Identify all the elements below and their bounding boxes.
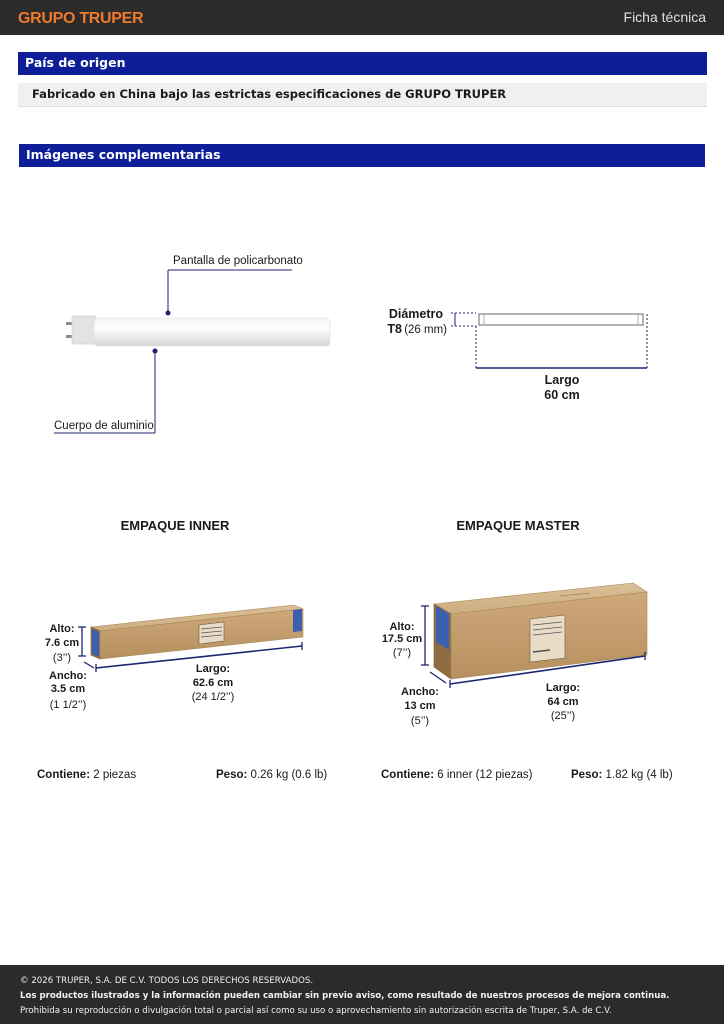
inner-length-cm: 62.6 cm — [192, 677, 234, 689]
images-section-header: Imágenes complementarias — [19, 144, 705, 167]
master-weight — [571, 769, 673, 781]
led-tube-illustration — [54, 270, 330, 433]
master-height-label: Alto: — [389, 621, 415, 633]
label-diameter-mm: (26 mm) — [404, 324, 447, 336]
master-length-label: Largo: — [545, 682, 581, 694]
master-weight-value: 1.82 kg (4 lb) — [605, 769, 673, 781]
master-contents — [381, 769, 532, 781]
tube-dimension-schematic — [451, 313, 647, 370]
master-weight-label: Peso: — [571, 769, 603, 781]
master-length-in: (25’’) — [550, 710, 576, 722]
master-contents-value: 6 inner (12 piezas) — [437, 769, 533, 781]
origin-section-header: País de origen — [18, 52, 707, 75]
inner-width-in: (1 1/2’’) — [49, 699, 87, 711]
inner-contents — [37, 769, 136, 781]
label-diameter-title: Diámetro — [388, 307, 443, 321]
master-width-cm: 13 cm — [404, 700, 436, 712]
inner-length-label: Largo: — [195, 663, 231, 675]
label-diameter-size: T8 — [387, 322, 402, 336]
inner-width-label: Ancho: — [49, 670, 87, 682]
footer-copyright: © 2026 TRUPER, S.A. DE C.V. TODOS LOS DERECHOS RESERVADOS. — [20, 976, 314, 986]
origin-text: Fabricado en China bajo las estrictas especificaciones de GRUPO TRUPER — [18, 83, 707, 107]
document-type-label: Ficha técnica — [623, 9, 706, 25]
label-aluminum-body: Cuerpo de aluminio — [54, 420, 154, 432]
inner-contents-label: Contiene: — [37, 769, 91, 781]
master-height-in: (7’’) — [392, 647, 412, 659]
footer-notice: Los productos ilustrados y la información pueden cambiar sin previo aviso, como resultado de nuestros procesos de mejora continua. — [20, 991, 670, 1001]
master-package-title: EMPAQUE MASTER — [456, 518, 580, 533]
master-contents-label: Contiene: — [381, 769, 435, 781]
inner-height-label: Alto: — [49, 623, 75, 635]
inner-height-cm: 7.6 cm — [44, 637, 80, 649]
inner-contents-value: 2 piezas — [93, 769, 137, 781]
inner-weight-label: Peso: — [216, 769, 248, 781]
master-length-cm: 64 cm — [547, 696, 579, 708]
inner-weight-value: 0.26 kg (0.6 lb) — [250, 769, 328, 781]
footer — [0, 965, 724, 1024]
inner-box-illustration — [78, 605, 303, 672]
inner-height-in: (3’’) — [52, 652, 72, 664]
inner-weight — [216, 769, 327, 781]
master-width-label: Ancho: — [401, 686, 439, 698]
footer-prohibition: Prohibida su reproducción o divulgación total o parcial así como su uso o aprovechamiento sin autorización escrita de Truper, S.A. de C.V. — [20, 1006, 612, 1016]
master-height-cm: 17.5 cm — [381, 633, 423, 645]
inner-length-in: (24 1/2’’) — [191, 691, 235, 703]
inner-package-title: EMPAQUE INNER — [120, 518, 230, 533]
inner-width-cm: 3.5 cm — [50, 683, 86, 695]
master-width-in: (5’’) — [410, 715, 430, 727]
master-box-illustration — [421, 583, 647, 688]
label-polycarbonate-screen: Pantalla de policarbonato — [173, 255, 303, 267]
brand-logo: GRUPO TRUPER — [18, 10, 144, 27]
label-length-title: Largo — [544, 373, 580, 387]
label-length-value: 60 cm — [544, 388, 580, 402]
